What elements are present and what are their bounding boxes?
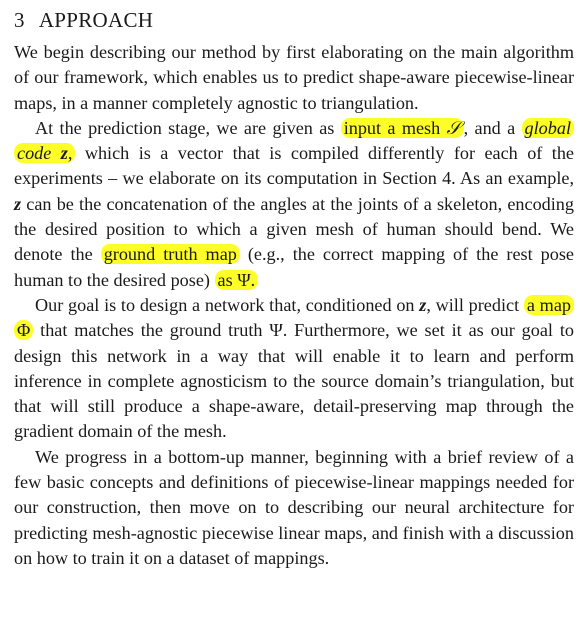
paragraph-4: We progress in a bottom-up manner, beginning with a brief review of a few basic concepts and definitions of piecewise-linear mappings needed for our construction, then move on to describing our neural architecture for predicting mesh-agnostic piecewise linear maps, and finish with a discussion on how to train it on a dataset of mappings. — [14, 446, 574, 568]
highlight-as-psi: as Ψ. — [215, 270, 259, 290]
paragraph-3 — [14, 293, 574, 445]
section-title: APPROACH — [38, 8, 154, 32]
highlight-ground-truth-map: ground truth map — [101, 244, 240, 264]
highlight-global-code-text: global code — [17, 117, 571, 164]
p3-text-1: Our goal is to design a network that, conditioned on — [35, 294, 420, 315]
p2-text-3: which is a vector that is compiled differently for each of the experiments – we elaborate on its computation in Section 4. As an example, — [14, 143, 574, 189]
symbol-mesh-s: 𝒮 — [446, 117, 461, 138]
symbol-z: z — [60, 143, 68, 164]
section-number: 3 — [14, 8, 25, 32]
highlight-input-mesh-text: input a mesh — [343, 117, 447, 138]
symbol-z: z — [14, 193, 22, 214]
p2-text-1: At the prediction stage, we are given as — [35, 117, 341, 138]
symbol-z: z — [419, 294, 427, 315]
highlight-global-code: global code z, — [14, 118, 574, 163]
paragraph-1: We begin describing our method by first elaborating on the main algorithm of our framework, which enables us to predict shape-aware piecewise-linear maps, in a manner completely agnostic to triangulation. — [14, 42, 574, 113]
section-heading — [14, 6, 574, 34]
p3-text-3: that matches the ground truth Ψ. Furthermore, we set it as our goal to design this network in a way that will enable it to learn and perform inference in complete agnosticism to the source domain’s triangulation, but that will still produce a shape-aware, detail-preserving map through the gradient domain of the mesh. — [14, 320, 574, 442]
paragraph-2 — [14, 116, 574, 293]
highlight-map-phi: a map Φ — [14, 295, 574, 340]
p2-text-4: can be the concatenation of the angles at the joints of a skeleton, encoding the desired position to which a given mesh of human should bend. We denote the — [14, 193, 574, 265]
p2-text-2: , and a — [463, 117, 522, 138]
p2-text-5: (e.g., the correct mapping of the rest pose human to the desired pose) — [14, 244, 574, 290]
p3-text-2: , will predict — [426, 294, 524, 315]
highlight-input-mesh — [341, 118, 464, 138]
